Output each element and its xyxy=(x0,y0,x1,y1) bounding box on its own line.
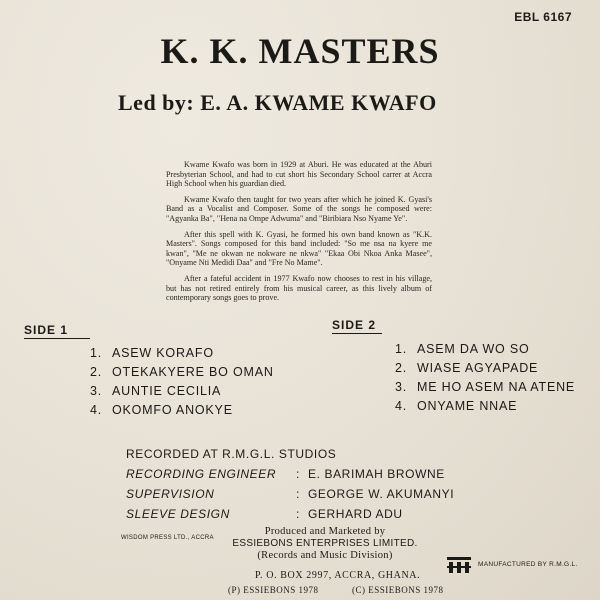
track-title: OKOMFO ANOKYE xyxy=(112,403,233,417)
publisher-block xyxy=(200,526,450,562)
track-item: 2. WIASE AGYAPADE xyxy=(395,361,539,375)
side1-heading xyxy=(24,323,90,339)
credit-label: SLEEVE DESIGN xyxy=(126,507,230,521)
track-title: ONYAME NNAE xyxy=(417,399,518,413)
track-title: ASEM DA WO SO xyxy=(417,342,530,356)
publisher-address: P. O. BOX 2997, ACCRA, GHANA. xyxy=(255,570,421,581)
side1-heading-text: SIDE 1 xyxy=(24,323,90,339)
recorded-at: RECORDED AT R.M.G.L. STUDIOS xyxy=(126,447,337,461)
side2-heading-text: SIDE 2 xyxy=(332,318,382,334)
credit-label: SUPERVISION xyxy=(126,487,215,501)
credit-row: SLEEVE DESIGN : GERHARD ADU xyxy=(126,504,454,524)
bio-paragraph: After a fateful accident in 1977 Kwafo now chooses to rest in his village, but has not retired entirely from his musical career, as this lively album of contemporary songs goes to prove. xyxy=(166,273,432,303)
bio-paragraph: Kwame Kwafo was born in 1929 at Aburi. He was educated at the Aburi Presbyterian School, and had to cut short his Secondary School carrer at Accra High School when his guardian died. xyxy=(166,160,432,189)
track-item: 4. OKOMFO ANOKYE xyxy=(90,403,233,417)
side2-heading xyxy=(332,318,382,334)
track-title: OTEKAKYERE BO OMAN xyxy=(112,365,274,379)
credit-value: GERHARD ADU xyxy=(308,507,403,521)
credit-row: SUPERVISION : GEORGE W. AKUMANYI xyxy=(126,484,454,504)
album-title: K. K. MASTERS xyxy=(160,31,440,71)
bio-paragraph: Kwame Kwafo then taught for two years after which he joined K. Gyasi's Band as a Vocalist and Composer. Some of the songs he composed were: "Agyanka Ba", "Hena na Ompe Adwuma" and "Biribiara Nso Nyame Ye". xyxy=(166,194,432,223)
publisher-division: (Records and Music Division) xyxy=(257,550,393,561)
credit-row: RECORDING ENGINEER : E. BARIMAH BROWNE xyxy=(126,464,454,484)
bio-paragraph: After this spell with K. Gyasi, he formed his own band known as "K.K. Masters". Songs composed for this band included: "So me nsa na kyere me kwan", "Me ne okwan ne nokware ne nkwa" "Ekaa Obi Nkoa Anka Masee", "Onyame Nti Medidi Daa" and "Fre No Mame". xyxy=(166,229,432,268)
publisher-company: ESSIEBONS ENTERPRISES LIMITED. xyxy=(232,538,418,549)
publisher-line1: Produced and Marketed by xyxy=(264,526,386,537)
rmgl-logo-icon xyxy=(447,557,471,578)
track-item: 2. OTEKAKYERE BO OMAN xyxy=(90,365,274,379)
printer-credit: WISDOM PRESS LTD., ACCRA xyxy=(121,535,214,541)
manufacturer-credit: MANUFACTURED BY R.M.G.L. xyxy=(478,561,578,568)
credit-label: RECORDING ENGINEER xyxy=(126,467,277,481)
credits xyxy=(126,444,454,524)
track-item: 3. AUNTIE CECILIA xyxy=(90,384,222,398)
biography xyxy=(166,160,432,309)
credit-value: GEORGE W. AKUMANYI xyxy=(308,487,455,501)
track-item: 4. ONYAME NNAE xyxy=(395,399,518,413)
track-title: ME HO ASEM NA ATENE xyxy=(417,380,576,394)
track-title: ASEW KORAFO xyxy=(112,346,214,360)
track-item: 3. ME HO ASEM NA ATENE xyxy=(395,380,576,394)
copyright-c: (C) ESSIEBONS 1978 xyxy=(352,585,444,595)
led-by: Led by: E. A. KWAME KWAFO xyxy=(118,90,437,115)
copyright-p: (P) ESSIEBONS 1978 xyxy=(228,585,319,595)
track-title: WIASE AGYAPADE xyxy=(417,361,539,375)
credit-value: E. BARIMAH BROWNE xyxy=(308,467,445,481)
catalog-number: EBL 6167 xyxy=(514,10,572,24)
track-title: AUNTIE CECILIA xyxy=(112,384,222,398)
track-item: 1. ASEM DA WO SO xyxy=(395,342,530,356)
side2-tracklist xyxy=(395,340,575,416)
side1-tracklist xyxy=(90,344,274,420)
track-item: 1. ASEW KORAFO xyxy=(90,346,214,360)
